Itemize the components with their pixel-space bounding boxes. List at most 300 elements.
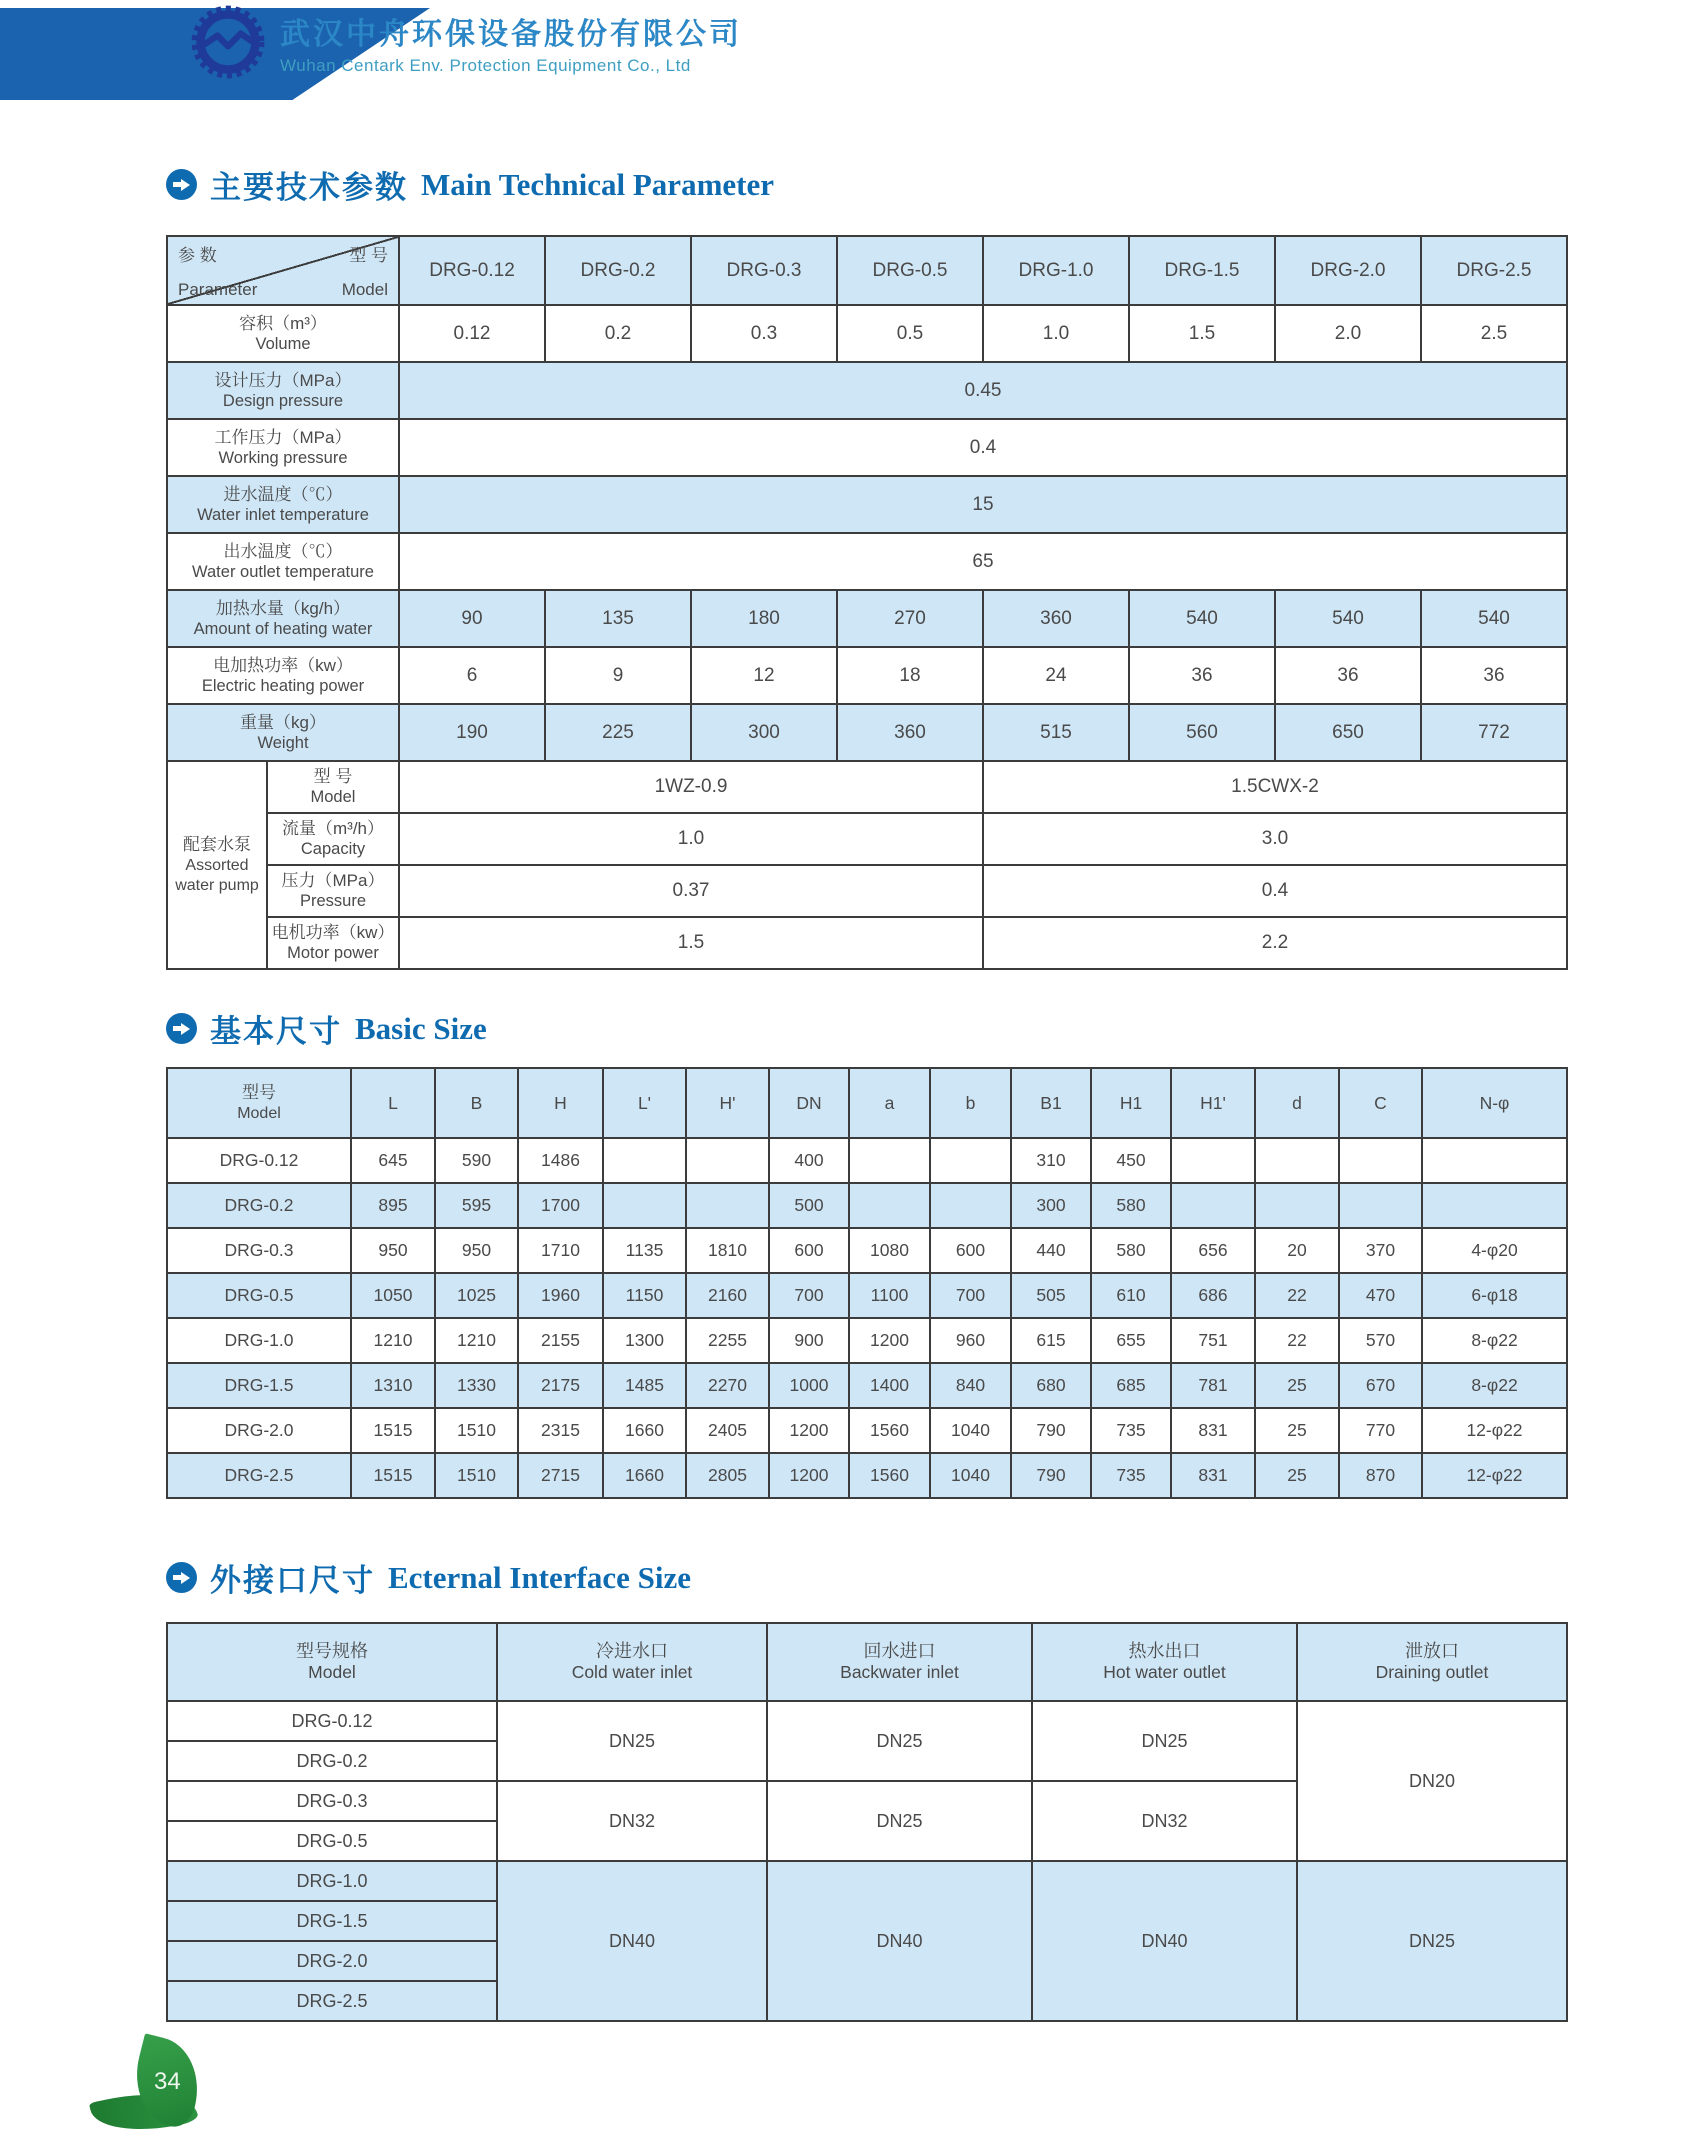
row-label-inlet-temperature: [167, 476, 399, 533]
merged-value-cell: 0.45: [399, 362, 1567, 419]
section1-title-en: Main Technical Parameter: [421, 166, 774, 202]
label-en: Volume: [255, 334, 311, 353]
cell: 1210: [351, 1318, 435, 1363]
cell: 1510: [435, 1408, 518, 1453]
label-cn: 重量（kg）: [240, 712, 326, 732]
cell: 6: [399, 647, 545, 704]
cell: 25: [1255, 1363, 1339, 1408]
pump-value-left: 1.0: [399, 813, 983, 865]
row-label-heating-water: [167, 590, 399, 647]
basic-size-row: [167, 1363, 1567, 1408]
cell: 615: [1011, 1318, 1091, 1363]
cell: 1660: [603, 1408, 686, 1453]
cell: 1150: [603, 1273, 686, 1318]
column-label: C: [1374, 1092, 1387, 1113]
label-cn: 电加热功率（kw）: [213, 655, 353, 675]
cell: 751: [1171, 1318, 1255, 1363]
cell: 0.5: [837, 305, 983, 362]
section3-title-cn: 外接口尺寸: [210, 1563, 375, 1598]
row-label-design-pressure: [167, 362, 399, 419]
corner-param-cn: 参 数: [178, 246, 217, 265]
cell: [686, 1183, 769, 1228]
cell: 1000: [769, 1363, 849, 1408]
dim-column-header: [1422, 1068, 1567, 1138]
pump-row-label-capacity: [267, 813, 399, 865]
label-cn: 电机功率（kw）: [271, 923, 395, 943]
cell: 2.5: [1421, 305, 1567, 362]
cell: 190: [399, 704, 545, 761]
label-en: Capacity: [300, 840, 366, 859]
cell: 24: [983, 647, 1129, 704]
cell: 25: [1255, 1408, 1339, 1453]
cell: 505: [1011, 1273, 1091, 1318]
cell: 2255: [686, 1318, 769, 1363]
model-cell: DRG-1.0: [167, 1318, 351, 1363]
cell: 8-φ22: [1422, 1318, 1567, 1363]
cell: 360: [983, 590, 1129, 647]
basic-size-row: [167, 1408, 1567, 1453]
cell: [1339, 1183, 1422, 1228]
cell: 1710: [518, 1228, 603, 1273]
dim-column-header: [435, 1068, 518, 1138]
draining-outlet-cell: DN25: [1297, 1861, 1567, 2021]
section-bullet-arrow-icon: [166, 169, 197, 200]
row-label-electric-heating-power: [167, 647, 399, 704]
cell: 831: [1171, 1453, 1255, 1498]
cell: 25: [1255, 1453, 1339, 1498]
interface-column-header: [1032, 1623, 1297, 1701]
cell: 790: [1011, 1408, 1091, 1453]
hot-water-outlet-cell: DN25: [1032, 1701, 1297, 1781]
label-en: Design pressure: [222, 391, 344, 410]
cell: 840: [930, 1363, 1011, 1408]
backwater-inlet-cell: DN25: [767, 1781, 1032, 1861]
corner-model-en: Model: [341, 280, 388, 299]
cell: 22: [1255, 1318, 1339, 1363]
cell: 1.0: [983, 305, 1129, 362]
cell: 580: [1091, 1183, 1171, 1228]
model-cell: DRG-2.5: [167, 1453, 351, 1498]
row-label-outlet-temperature: [167, 533, 399, 590]
label-en: Model: [310, 788, 356, 807]
column-label: B: [470, 1092, 483, 1113]
section1-title: [166, 162, 1566, 207]
model-cell: DRG-0.2: [167, 1183, 351, 1228]
basic-size-row: [167, 1453, 1567, 1498]
cell: 36: [1421, 647, 1567, 704]
page-footer-leaf: [92, 2040, 242, 2144]
cell: 180: [691, 590, 837, 647]
cell: 540: [1421, 590, 1567, 647]
model-cell: DRG-1.5: [167, 1363, 351, 1408]
cell: 770: [1339, 1408, 1422, 1453]
page-content: [166, 162, 1566, 2022]
cell: 515: [983, 704, 1129, 761]
cell: [930, 1183, 1011, 1228]
label-cn: 冷进水口: [596, 1640, 668, 1661]
section3-title: [166, 1555, 1566, 1600]
model-header-cell: DRG-0.12: [399, 236, 545, 305]
section-basic-size: [166, 1006, 1566, 1499]
cell: 772: [1421, 704, 1567, 761]
label-en: Assorted water pump: [175, 856, 259, 894]
cell: 500: [769, 1183, 849, 1228]
basic-size-row: [167, 1183, 1567, 1228]
company-brand: [190, 4, 742, 80]
cell: 2715: [518, 1453, 603, 1498]
cell: 1200: [769, 1408, 849, 1453]
cell: 2160: [686, 1273, 769, 1318]
cell: 1700: [518, 1183, 603, 1228]
cell: 2405: [686, 1408, 769, 1453]
pump-row-label-pressure: [267, 865, 399, 917]
cell: 645: [351, 1138, 435, 1183]
cell: 300: [691, 704, 837, 761]
cell: 2270: [686, 1363, 769, 1408]
section2-title-cn: 基本尺寸: [210, 1014, 342, 1049]
section2-title: [166, 1006, 1566, 1051]
cell: 1200: [849, 1318, 930, 1363]
cell: 2.0: [1275, 305, 1421, 362]
cell: 656: [1171, 1228, 1255, 1273]
cell: 560: [1129, 704, 1275, 761]
cell: [930, 1138, 1011, 1183]
label-en: Model: [308, 1662, 356, 1683]
cell: 370: [1339, 1228, 1422, 1273]
cell: [686, 1138, 769, 1183]
cell: 1560: [849, 1453, 930, 1498]
column-label: H1: [1119, 1092, 1143, 1113]
interface-column-header: [767, 1623, 1032, 1701]
model-header-cell: DRG-0.3: [691, 236, 837, 305]
model-cell: DRG-0.5: [167, 1273, 351, 1318]
section1-title-cn: 主要技术参数: [210, 170, 408, 205]
cell: 2155: [518, 1318, 603, 1363]
corner-en-row: [178, 280, 388, 300]
cell: 310: [1011, 1138, 1091, 1183]
label-en: Motor power: [287, 944, 379, 963]
corner-cn-row: [178, 241, 388, 266]
cell: 1080: [849, 1228, 930, 1273]
cell: 650: [1275, 704, 1421, 761]
cell: 1040: [930, 1453, 1011, 1498]
cell: [849, 1138, 930, 1183]
label-cn: 加热水量（kg/h）: [215, 598, 351, 618]
label-en: Model: [237, 1104, 281, 1122]
pump-row-label-model: [267, 761, 399, 813]
company-name-en: Wuhan Centark Env. Protection Equipment Co., Ltd: [280, 55, 691, 75]
label-cn: 工作压力（MPa）: [214, 427, 352, 447]
model-cell: DRG-2.5: [167, 1981, 497, 2021]
cell: 870: [1339, 1453, 1422, 1498]
model-cell: DRG-1.0: [167, 1861, 497, 1901]
corner-model-cn: 型 号: [349, 246, 388, 265]
cell: 950: [351, 1228, 435, 1273]
label-en: Working pressure: [218, 448, 348, 467]
cell: 700: [769, 1273, 849, 1318]
label-en: Draining outlet: [1375, 1662, 1489, 1683]
cell: 8-φ22: [1422, 1363, 1567, 1408]
model-header-cell: DRG-0.2: [545, 236, 691, 305]
dim-column-header: [1339, 1068, 1422, 1138]
basic-size-row: [167, 1273, 1567, 1318]
label-cn: 回水进口: [863, 1640, 936, 1661]
model-cell: DRG-0.12: [167, 1138, 351, 1183]
cell: [603, 1183, 686, 1228]
dim-column-header: [1091, 1068, 1171, 1138]
dim-column-header: [849, 1068, 930, 1138]
section-bullet-arrow-icon: [166, 1013, 197, 1044]
label-en: Pressure: [299, 892, 367, 911]
cell: 590: [435, 1138, 518, 1183]
cell: 831: [1171, 1408, 1255, 1453]
cell: 9: [545, 647, 691, 704]
cell: 1810: [686, 1228, 769, 1273]
cell: 1510: [435, 1453, 518, 1498]
cell: 270: [837, 590, 983, 647]
cell: 1135: [603, 1228, 686, 1273]
dim-column-header: [686, 1068, 769, 1138]
cold-water-inlet-cell: DN40: [497, 1861, 767, 2021]
cell: 440: [1011, 1228, 1091, 1273]
model-cell: DRG-0.3: [167, 1228, 351, 1273]
basic-size-table: [166, 1067, 1568, 1499]
model-column-header: [167, 1068, 351, 1138]
cold-water-inlet-cell: DN32: [497, 1781, 767, 1861]
cell: 1960: [518, 1273, 603, 1318]
cell: [1255, 1138, 1339, 1183]
model-cell: DRG-2.0: [167, 1408, 351, 1453]
cell: 1.5: [1129, 305, 1275, 362]
label-cn: 设计压力（MPa）: [214, 370, 352, 390]
label-en: Water inlet temperature: [197, 505, 369, 524]
model-header-cell: DRG-1.5: [1129, 236, 1275, 305]
company-gear-wave-logo-icon: [190, 4, 266, 80]
pump-value-right: 3.0: [983, 813, 1567, 865]
label-cn: 热水出口: [1128, 1640, 1201, 1661]
cell: 540: [1129, 590, 1275, 647]
cell: 670: [1339, 1363, 1422, 1408]
backwater-inlet-cell: DN40: [767, 1861, 1032, 2021]
label-en: Cold water inlet: [571, 1662, 693, 1683]
cell: 2175: [518, 1363, 603, 1408]
cell: 12-φ22: [1422, 1408, 1567, 1453]
pump-value-right: 1.5CWX-2: [983, 761, 1567, 813]
pump-value-left: 1WZ-0.9: [399, 761, 983, 813]
column-label: DN: [796, 1092, 822, 1113]
interface-column-header: [1297, 1623, 1567, 1701]
cell: 686: [1171, 1273, 1255, 1318]
cell: 225: [545, 704, 691, 761]
cell: 1485: [603, 1363, 686, 1408]
cell: 1400: [849, 1363, 930, 1408]
cell: 1050: [351, 1273, 435, 1318]
column-label: L: [388, 1092, 398, 1113]
cell: 655: [1091, 1318, 1171, 1363]
dim-column-header: [603, 1068, 686, 1138]
cell: 600: [930, 1228, 1011, 1273]
cell: 900: [769, 1318, 849, 1363]
cell: 1100: [849, 1273, 930, 1318]
cell: [1422, 1138, 1567, 1183]
main-technical-parameter-table: [166, 235, 1568, 970]
column-label: d: [1292, 1092, 1302, 1113]
row-label-working-pressure: [167, 419, 399, 476]
column-label: b: [965, 1092, 976, 1113]
label-en: Backwater inlet: [840, 1662, 959, 1683]
model-cell: DRG-0.3: [167, 1781, 497, 1821]
pump-value-right: 0.4: [983, 865, 1567, 917]
dim-column-header: [769, 1068, 849, 1138]
row-label-weight: [167, 704, 399, 761]
cell: 1515: [351, 1408, 435, 1453]
pump-value-left: 1.5: [399, 917, 983, 969]
cell: 470: [1339, 1273, 1422, 1318]
model-cell: DRG-0.5: [167, 1821, 497, 1861]
section3-title-en: Ecternal Interface Size: [388, 1559, 691, 1595]
dim-column-header: [930, 1068, 1011, 1138]
cell: 1560: [849, 1408, 930, 1453]
cell: 22: [1255, 1273, 1339, 1318]
cell: [1339, 1138, 1422, 1183]
section2-title-en: Basic Size: [355, 1010, 487, 1046]
cell: 600: [769, 1228, 849, 1273]
cell: 12: [691, 647, 837, 704]
dim-column-header: [1171, 1068, 1255, 1138]
cell: [603, 1138, 686, 1183]
cell: 135: [545, 590, 691, 647]
cell: 1210: [435, 1318, 518, 1363]
model-cell: DRG-0.2: [167, 1741, 497, 1781]
cell: 36: [1129, 647, 1275, 704]
label-en: Water outlet temperature: [192, 562, 374, 581]
cell: 1310: [351, 1363, 435, 1408]
cell: [1422, 1183, 1567, 1228]
column-label: a: [884, 1092, 895, 1113]
label-cn: 配套水泵: [183, 835, 251, 855]
basic-size-row: [167, 1318, 1567, 1363]
label-en: Weight: [257, 733, 309, 752]
backwater-inlet-cell: DN25: [767, 1701, 1032, 1781]
cell: 20: [1255, 1228, 1339, 1273]
label-cn: 型 号: [313, 767, 353, 787]
merged-value-cell: 65: [399, 533, 1567, 590]
basic-size-row: [167, 1138, 1567, 1183]
label-cn: 压力（MPa）: [281, 871, 385, 891]
label-cn: 流量（m³/h）: [282, 819, 384, 839]
cell: 1025: [435, 1273, 518, 1318]
cell: 1200: [769, 1453, 849, 1498]
cell: 18: [837, 647, 983, 704]
page-header: [0, 0, 1689, 112]
column-label: B1: [1040, 1092, 1062, 1113]
cell: 90: [399, 590, 545, 647]
label-cn: 容积（m³）: [239, 313, 327, 333]
dim-column-header: [351, 1068, 435, 1138]
cold-water-inlet-cell: DN25: [497, 1701, 767, 1781]
model-header-cell: DRG-2.0: [1275, 236, 1421, 305]
cell: 4-φ20: [1422, 1228, 1567, 1273]
model-header-cell: DRG-1.0: [983, 236, 1129, 305]
cell: 6-φ18: [1422, 1273, 1567, 1318]
cell: 790: [1011, 1453, 1091, 1498]
cell: [1255, 1183, 1339, 1228]
label-cn: 型号规格: [296, 1640, 368, 1661]
merged-value-cell: 0.4: [399, 419, 1567, 476]
label-en: Hot water outlet: [1103, 1662, 1226, 1683]
cell: 2805: [686, 1453, 769, 1498]
corner-param-model-cell: [167, 236, 399, 305]
hot-water-outlet-cell: DN32: [1032, 1781, 1297, 1861]
cell: 781: [1171, 1363, 1255, 1408]
cell: 595: [435, 1183, 518, 1228]
cell: 360: [837, 704, 983, 761]
cell: 0.2: [545, 305, 691, 362]
hot-water-outlet-cell: DN40: [1032, 1861, 1297, 2021]
label-cn: 出水温度（℃）: [223, 541, 343, 561]
cell: 1660: [603, 1453, 686, 1498]
column-label: H': [719, 1092, 736, 1113]
corner-param-en: Parameter: [178, 280, 258, 299]
cell: 0.3: [691, 305, 837, 362]
company-name-cn: 武汉中舟环保设备股份有限公司: [280, 17, 742, 51]
cell: [849, 1183, 930, 1228]
interface-column-header: [167, 1623, 497, 1701]
label-cn: 型号: [242, 1083, 276, 1103]
section-main-technical-parameter: [166, 162, 1566, 970]
cell: 300: [1011, 1183, 1091, 1228]
section-external-interface-size: [166, 1555, 1566, 2022]
cell: 735: [1091, 1408, 1171, 1453]
cell: 580: [1091, 1228, 1171, 1273]
column-label: H1': [1200, 1092, 1226, 1113]
cell: 735: [1091, 1453, 1171, 1498]
cell: 1515: [351, 1453, 435, 1498]
model-header-cell: DRG-2.5: [1421, 236, 1567, 305]
cell: 1330: [435, 1363, 518, 1408]
section-bullet-arrow-icon: [166, 1562, 197, 1593]
cell: 895: [351, 1183, 435, 1228]
pump-value-right: 2.2: [983, 917, 1567, 969]
merged-value-cell: 15: [399, 476, 1567, 533]
dim-column-header: [1255, 1068, 1339, 1138]
interface-column-header: [497, 1623, 767, 1701]
model-cell: DRG-1.5: [167, 1901, 497, 1941]
dim-column-header: [1011, 1068, 1091, 1138]
pump-group-label: [167, 761, 267, 969]
row-label-volume: [167, 305, 399, 362]
company-name-block: [280, 9, 742, 76]
external-interface-size-table: [166, 1622, 1568, 2022]
cell: [1171, 1138, 1255, 1183]
cell: 610: [1091, 1273, 1171, 1318]
cell: 1486: [518, 1138, 603, 1183]
cell: 540: [1275, 590, 1421, 647]
model-cell: DRG-0.12: [167, 1701, 497, 1741]
model-cell: DRG-2.0: [167, 1941, 497, 1981]
cell: 950: [435, 1228, 518, 1273]
cell: 1300: [603, 1318, 686, 1363]
cell: 570: [1339, 1318, 1422, 1363]
cell: 2315: [518, 1408, 603, 1453]
page-number: 34: [153, 2067, 181, 2095]
dim-column-header: [518, 1068, 603, 1138]
column-label: L': [637, 1092, 652, 1113]
label-cn: 泄放口: [1405, 1640, 1459, 1661]
cell: 12-φ22: [1422, 1453, 1567, 1498]
cell: 680: [1011, 1363, 1091, 1408]
cell: 685: [1091, 1363, 1171, 1408]
